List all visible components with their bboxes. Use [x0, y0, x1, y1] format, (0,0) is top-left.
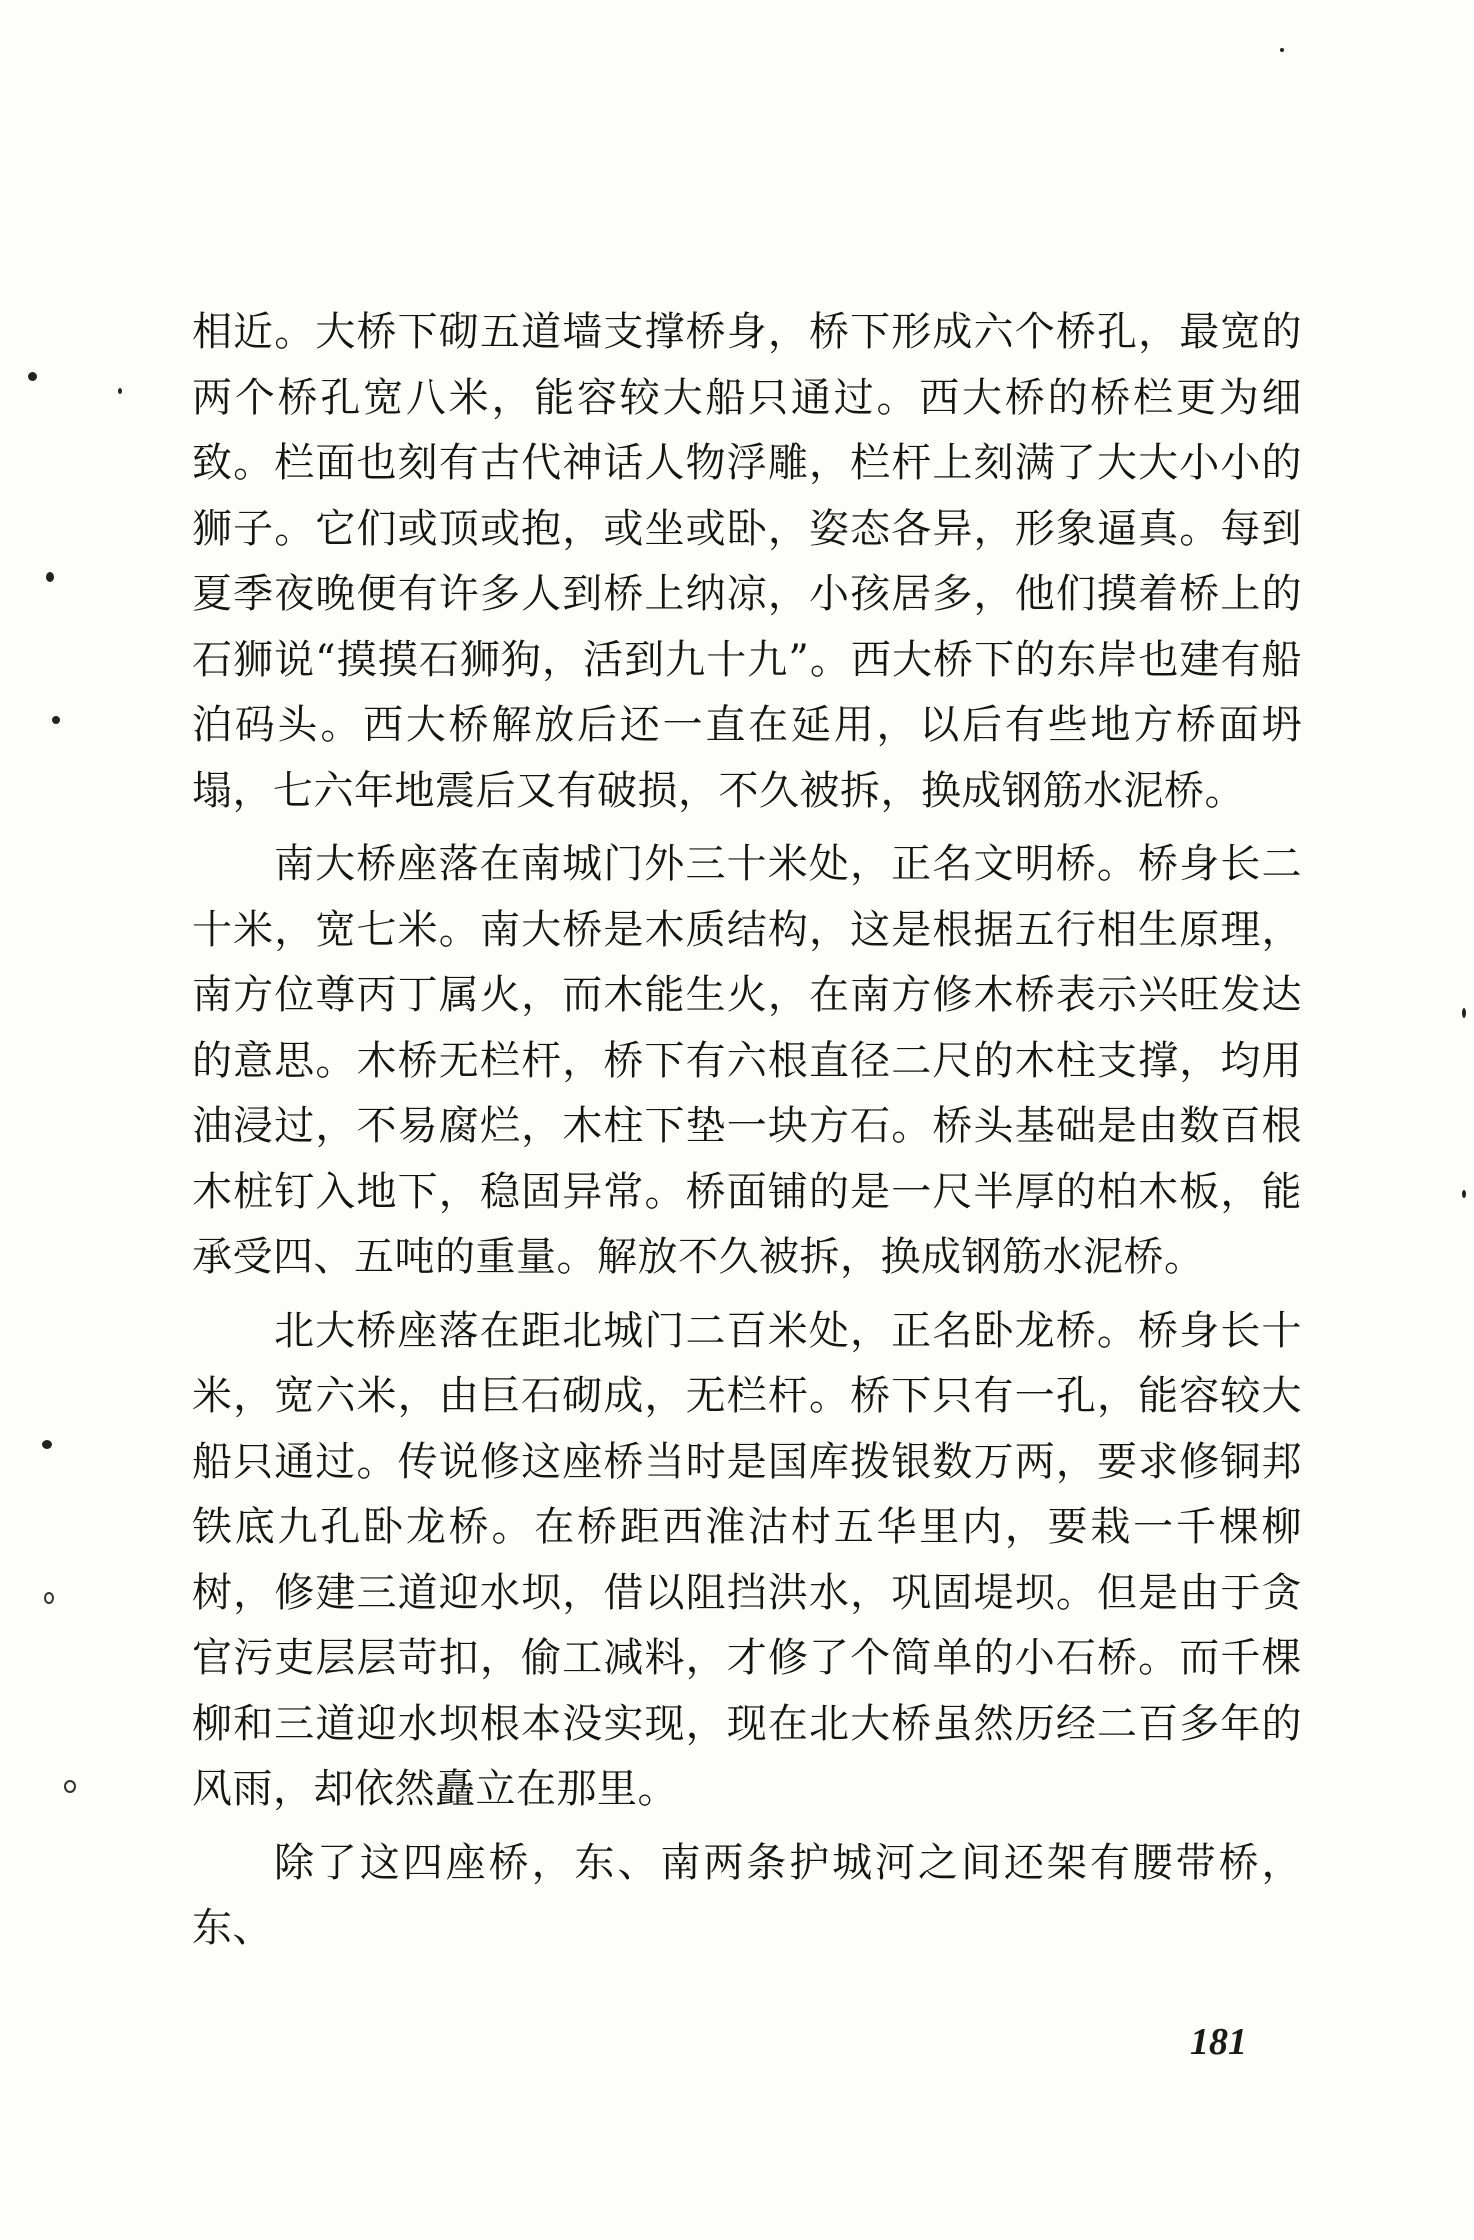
scan-speck [52, 716, 60, 724]
scan-speck [42, 1440, 52, 1449]
body-text [192, 300, 1302, 1962]
page-number: 181 [1190, 2021, 1247, 2063]
paragraph-south-bridge: 南大桥座落在南城门外三十米处，正名文明桥。桥身长二十米，宽七米。南大桥是木质结构，这是根据五行相生原理，南方位尊丙丁属火，而木能生火，在南方修木桥表示兴旺发达的意思。木桥无栏杆，桥下有六根直径二尺的木柱支撑，均用油浸过，不易腐烂，木柱下垫一块方石。桥头基础是由数百根木桩钉入地下，稳固异常。桥面铺的是一尺半厚的柏木板，能承受四、五吨的重量。解放不久被拆，换成钢筋水泥桥。 [192, 841, 1302, 1280]
paragraph-other-bridges: 除了这四座桥，东、南两条护城河之间还架有腰带桥，东、 [192, 1839, 1302, 1951]
scan-speck [118, 388, 122, 394]
scan-speck [46, 572, 54, 582]
paragraph-north-bridge: 北大桥座落在距北城门二百米处，正名卧龙桥。桥身长十米，宽六米，由巨石砌成，无栏杆。桥下只有一孔，能容较大船只通过。传说修这座桥当时是国库拨银数万两，要求修铜邦铁底九孔卧龙桥。在桥距西淮沽村五华里内，要栽一千棵柳树，修建三道迎水坝，借以阻挡洪水，巩固堤坝。但是由于贪官污吏层层苛扣，偷工减料，才修了个简单的小石桥。而千棵柳和三道迎水坝根本没实现，现在北大桥虽然历经二百多年的风雨，却依然矗立在那里。 [192, 1307, 1302, 1812]
scan-speck [1462, 1190, 1466, 1198]
scan-speck [1462, 1008, 1466, 1018]
paragraph-west-bridge-continued: 相近。大桥下砌五道墙支撑桥身，桥下形成六个桥孔，最宽的两个桥孔宽八米，能容较大船只通过。西大桥的桥栏更为细致。栏面也刻有古代神话人物浮雕，栏杆上刻满了大大小小的狮子。它们或顶或抱，或坐或卧，姿态各异，形象逼真。每到夏季夜晚便有许多人到桥上纳凉，小孩居多，他们摸着桥上的石狮说“摸摸石狮狗，活到九十九”。西大桥下的东岸也建有船泊码头。西大桥解放后还一直在延用，以后有些地方桥面坍塌，七六年地震后又有破损，不久被拆，换成钢筋水泥桥。 [192, 309, 1302, 814]
scan-speck [44, 1592, 54, 1604]
scan-speck [64, 1780, 76, 1793]
scan-speck [28, 372, 37, 381]
scan-speck [1280, 48, 1284, 52]
